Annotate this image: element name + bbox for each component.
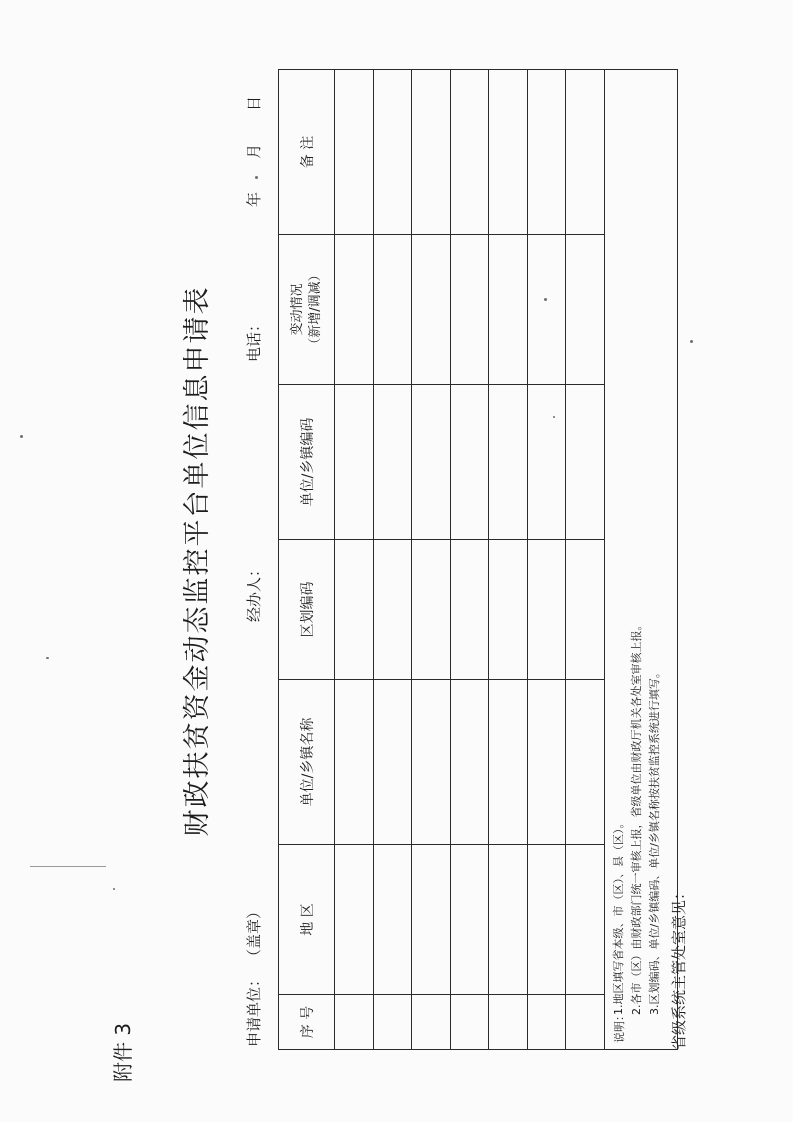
seal-note: （盖章）: [245, 903, 263, 964]
table-cell[interactable]: [412, 680, 451, 845]
table-cell[interactable]: [527, 540, 566, 680]
table-cell[interactable]: [566, 540, 605, 680]
table-cell[interactable]: [373, 995, 412, 1050]
notes-cell: [604, 70, 677, 1050]
table-cell[interactable]: [527, 70, 566, 235]
table-cell[interactable]: [489, 845, 528, 995]
provincial-opinion-label: 省级系统主管处室意见：: [670, 884, 688, 1050]
col-header-division-code: 区划编码: [279, 540, 335, 680]
table-row: [373, 70, 412, 1050]
col-header-unit-name: 单位/乡镇名称: [279, 680, 335, 845]
table-cell[interactable]: [373, 70, 412, 235]
table-row: [489, 70, 528, 1050]
table-cell[interactable]: [566, 70, 605, 235]
form-title: 财政扶贫资金动态监控平台单位信息申请表: [182, 285, 213, 837]
col-header-remarks: 备 注: [279, 70, 335, 235]
table-cell[interactable]: [450, 540, 489, 680]
table-cell[interactable]: [489, 385, 528, 540]
table-cell[interactable]: [373, 540, 412, 680]
header-row: [279, 70, 335, 1050]
table-cell[interactable]: [335, 680, 374, 845]
table-cell[interactable]: [489, 995, 528, 1050]
year-label: 年: [245, 191, 263, 207]
table-row: [527, 70, 566, 1050]
table-row: [566, 70, 605, 1050]
note-item: 3.区划编码、单位/乡镇编码、单位/乡镇名称按扶贫监控系统进行填写。: [647, 667, 661, 1015]
table-cell[interactable]: [489, 540, 528, 680]
table-cell[interactable]: [335, 845, 374, 995]
table-cell[interactable]: [489, 680, 528, 845]
table-cell[interactable]: [450, 845, 489, 995]
table-cell[interactable]: [450, 995, 489, 1050]
table-cell[interactable]: [527, 995, 566, 1050]
table-cell[interactable]: [450, 680, 489, 845]
table-cell[interactable]: [412, 540, 451, 680]
table-cell[interactable]: [335, 235, 374, 385]
table-cell[interactable]: [527, 235, 566, 385]
table-cell[interactable]: [527, 845, 566, 995]
table-cell[interactable]: [566, 235, 605, 385]
col-header-seq: 序 号: [279, 995, 335, 1050]
attachment-label: 附件 3: [111, 1022, 135, 1082]
table-row: [450, 70, 489, 1050]
table-cell[interactable]: [566, 680, 605, 845]
table-cell[interactable]: [566, 845, 605, 995]
table-cell[interactable]: [335, 995, 374, 1050]
table-cell[interactable]: [335, 70, 374, 235]
month-label: 月: [245, 143, 263, 159]
col-header-unit-code: 单位/乡镇编码: [279, 385, 335, 540]
phone-label: 电话：: [245, 316, 263, 362]
table-row: [335, 70, 374, 1050]
table-cell[interactable]: [373, 845, 412, 995]
applicant-unit-label: 申请单位：: [245, 971, 263, 1047]
table-cell[interactable]: [373, 235, 412, 385]
table-cell[interactable]: [373, 680, 412, 845]
table-cell[interactable]: [489, 235, 528, 385]
notes-label: 说明：: [612, 1010, 626, 1043]
table-cell[interactable]: [335, 540, 374, 680]
table-cell[interactable]: [373, 385, 412, 540]
table-cell[interactable]: [566, 385, 605, 540]
table-row: [412, 70, 451, 1050]
table-cell[interactable]: [412, 385, 451, 540]
table-cell[interactable]: [412, 70, 451, 235]
note-item: 1.地区填写省本级、市（区）、县（区）。: [611, 817, 625, 1015]
table-cell[interactable]: [527, 680, 566, 845]
notes-row: [604, 70, 677, 1050]
table-cell[interactable]: [412, 235, 451, 385]
table-cell[interactable]: [566, 995, 605, 1050]
col-header-change: 变动情况 （新增/调减）: [279, 235, 335, 385]
table-cell[interactable]: [489, 70, 528, 235]
notes-list: [610, 70, 664, 1015]
note-item: 2.各市（区）由财政部门统一审核上报，省级单位由财政厅机关各处室审核上报。: [629, 619, 643, 1015]
table-cell[interactable]: [335, 385, 374, 540]
table-cell[interactable]: [450, 385, 489, 540]
application-table: [278, 69, 678, 1050]
table-cell[interactable]: [412, 995, 451, 1050]
table-cell[interactable]: [412, 845, 451, 995]
table-cell[interactable]: [450, 70, 489, 235]
table-cell[interactable]: [450, 235, 489, 385]
day-label: 日: [245, 95, 263, 111]
table-cell[interactable]: [527, 385, 566, 540]
col-header-region: 地 区: [279, 845, 335, 995]
handler-label: 经办人：: [245, 561, 263, 622]
date-row: [243, 96, 264, 207]
